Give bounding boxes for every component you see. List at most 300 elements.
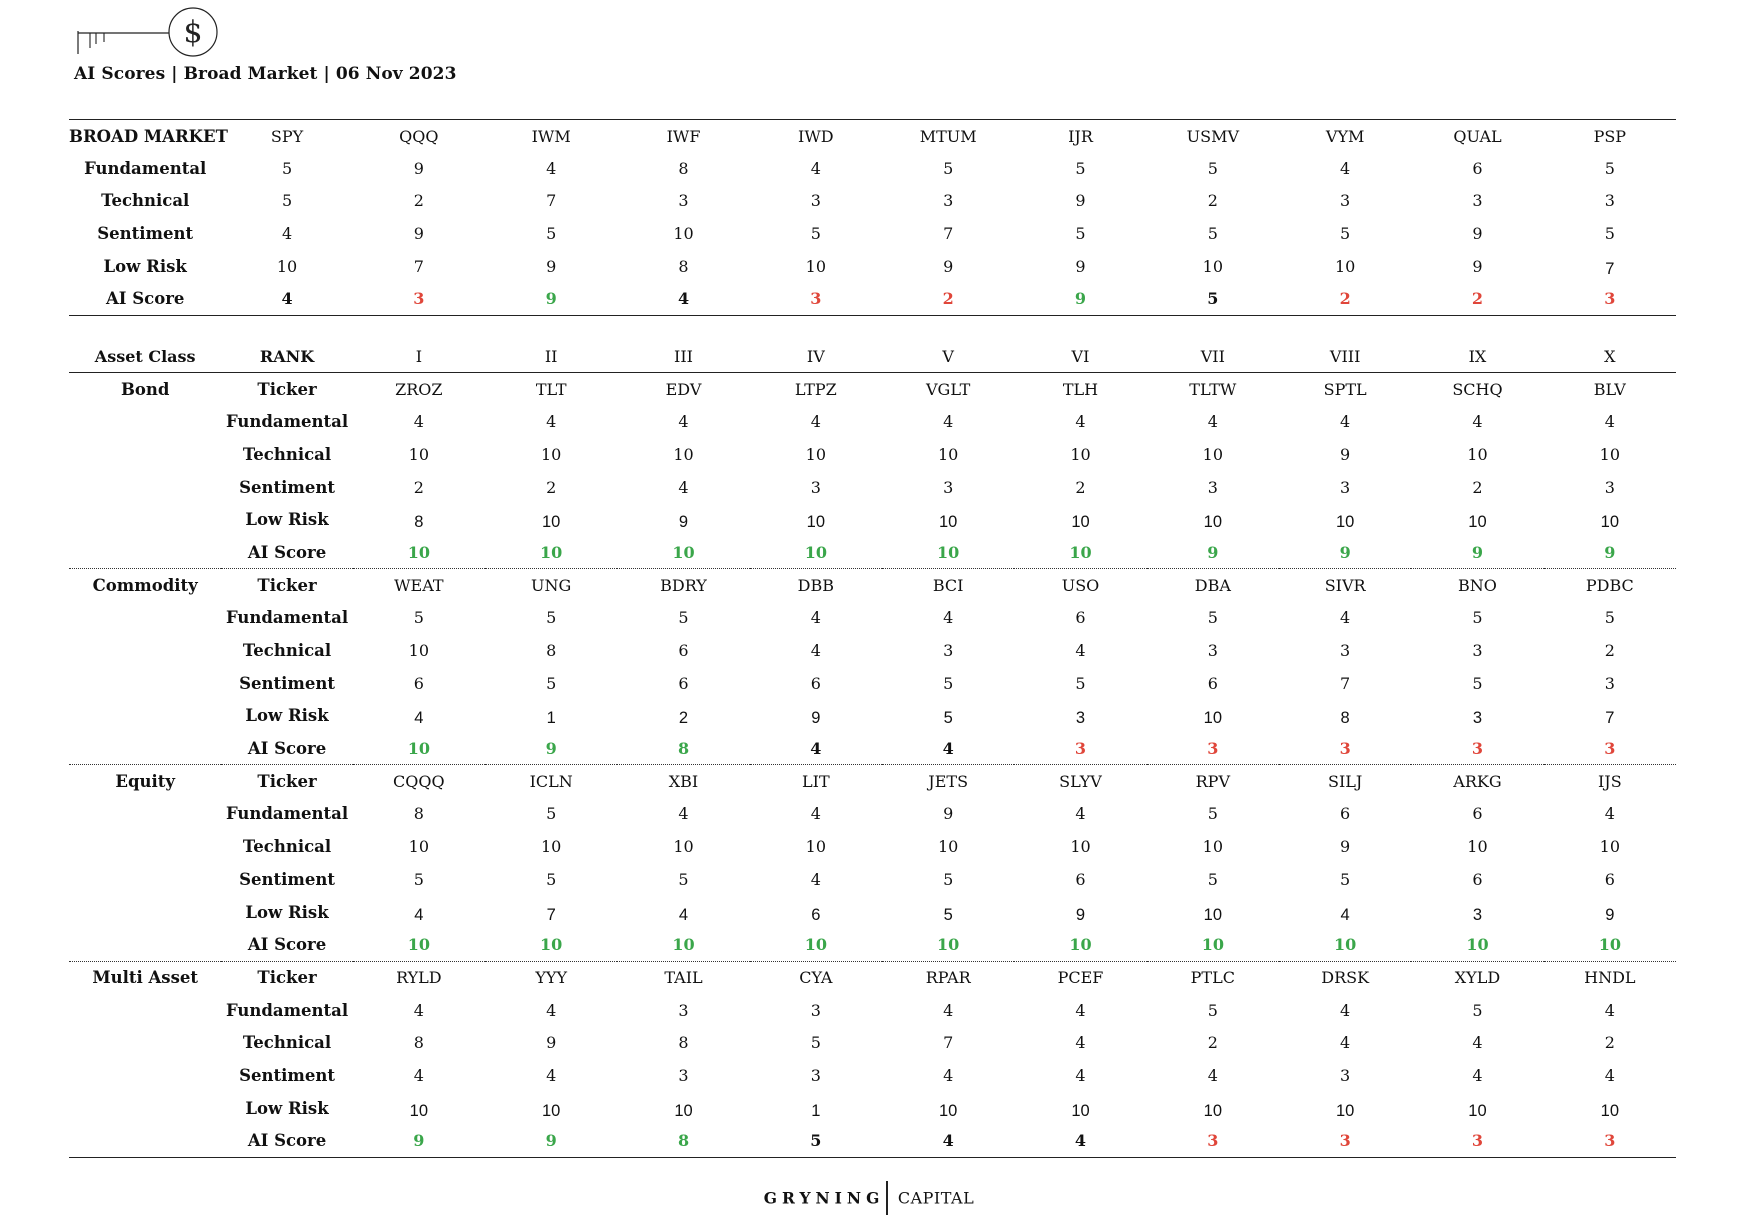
ai-score-cell: 9	[1339, 542, 1351, 562]
asset-class-spacer	[69, 700, 221, 733]
score-cell: 4	[678, 477, 689, 497]
row-label: Ticker	[257, 772, 317, 792]
score-cell: 5	[1207, 1000, 1218, 1020]
score-cell: 5	[1472, 608, 1483, 628]
ticker-cell: DBA	[1194, 575, 1231, 595]
score-cell: 5	[1207, 224, 1218, 244]
asset-class-spacer	[69, 1092, 221, 1125]
score-cell: 10	[805, 256, 827, 276]
metric-row	[69, 1092, 1676, 1125]
metric-row	[69, 503, 1676, 536]
score-cell: 4	[810, 641, 821, 661]
score-cell: 10	[938, 1101, 958, 1120]
ticker-cell: BCI	[932, 575, 964, 595]
ticker-cell: BLV	[1593, 379, 1626, 399]
score-cell: 4	[678, 905, 689, 924]
row-label: Sentiment	[97, 224, 194, 244]
asset-class-name: Commodity	[92, 575, 198, 595]
ticker-cell: LTPZ	[794, 379, 837, 399]
score-cell: 5	[1075, 158, 1086, 178]
score-cell: 3	[1075, 709, 1086, 728]
ticker-cell: ARKG	[1453, 772, 1502, 792]
ticker-cell: RYLD	[396, 968, 442, 988]
broad-market-row	[69, 185, 1676, 218]
score-cell: 3	[943, 641, 954, 661]
ticker-row	[69, 961, 1676, 994]
score-cell: 10	[673, 444, 694, 464]
score-cell: 3	[1604, 477, 1615, 497]
score-cell: 10	[806, 513, 826, 532]
score-cell: 6	[810, 673, 821, 693]
asset-class-spacer	[69, 438, 221, 471]
score-cell: 10	[1071, 1101, 1090, 1120]
score-cell: 10	[674, 1101, 693, 1120]
dollar-key-logo-icon	[76, 6, 226, 62]
metric-row	[69, 1059, 1676, 1092]
score-cell: 6	[1207, 673, 1218, 693]
ticker-cell: SCHQ	[1452, 379, 1503, 399]
ticker-cell: SIVR	[1324, 575, 1366, 595]
ai-score-cell: 10	[540, 542, 563, 562]
score-cell: 4	[1340, 1000, 1351, 1020]
ai-score-cell: 3	[1207, 1131, 1219, 1151]
score-cell: 7	[1605, 259, 1615, 278]
row-label: AI Score	[247, 1131, 327, 1151]
ai-score-cell: 3	[1471, 1131, 1484, 1151]
score-cell: 8	[678, 256, 689, 276]
ai-score-cell: 9	[1604, 542, 1616, 562]
score-cell: 5	[413, 869, 424, 889]
ticker-header: IJR	[1068, 126, 1093, 146]
ticker-cell: WEAT	[394, 575, 444, 595]
ai-score-cell: 10	[1598, 934, 1621, 954]
rank-header-row	[69, 340, 1676, 373]
score-cell: 7	[546, 905, 556, 924]
score-cell: 2	[1207, 191, 1218, 211]
score-cell: 10	[276, 256, 298, 276]
row-label: Sentiment	[239, 1065, 335, 1085]
ai-score-cell: 8	[677, 1131, 690, 1151]
row-label: Sentiment	[239, 477, 335, 497]
metric-row	[69, 830, 1676, 863]
ticker-cell: TAIL	[664, 968, 703, 988]
broad-market-row	[69, 152, 1676, 185]
ai-score-cell: 10	[937, 542, 960, 562]
row-label: Low Risk	[245, 510, 329, 530]
rank-column-header: VI	[1071, 346, 1090, 366]
score-cell: 4	[943, 1000, 954, 1020]
score-cell: 9	[811, 709, 821, 728]
score-cell: 5	[943, 158, 954, 178]
asset-class-spacer	[69, 1125, 221, 1158]
ai-score-cell: 10	[804, 934, 827, 954]
ai-score-cell: 4	[942, 1131, 954, 1151]
broad-market-row	[69, 282, 1676, 315]
score-cell: 4	[414, 905, 424, 924]
ai-score-cell: 9	[1471, 542, 1484, 562]
score-cell: 10	[1203, 905, 1222, 924]
row-label: Technical	[242, 444, 332, 464]
score-cell: 9	[678, 513, 689, 532]
ai-score-cell: 4	[810, 738, 822, 758]
score-cell: 10	[1335, 513, 1355, 532]
asset-class-spacer	[69, 602, 221, 635]
score-cell: 8	[1340, 709, 1350, 728]
score-cell: 6	[1075, 869, 1086, 889]
ai-score-cell: 9	[545, 1131, 557, 1151]
row-label: AI Score	[247, 542, 327, 562]
score-cell: 3	[678, 1065, 689, 1085]
ticker-row	[69, 569, 1676, 602]
score-cell: 9	[943, 256, 954, 276]
ticker-cell: RPAR	[925, 968, 971, 988]
ai-score-cell: 10	[1201, 934, 1224, 954]
score-cell: 10	[1335, 1101, 1355, 1120]
score-cell: 10	[1202, 256, 1223, 276]
ai-score-cell: 3	[1339, 1131, 1351, 1151]
score-cell: 10	[937, 837, 959, 857]
score-cell: 9	[943, 804, 954, 824]
row-label: Sentiment	[239, 869, 335, 889]
score-cell: 4	[943, 1065, 954, 1085]
score-cell: 10	[541, 837, 562, 857]
ticker-cell: XBI	[668, 772, 699, 792]
ticker-header: IWM	[531, 126, 571, 146]
footer-brand	[0, 1181, 1738, 1215]
score-cell: 5	[810, 1033, 821, 1053]
score-cell: 2	[413, 191, 424, 211]
broad-market-table	[69, 119, 1676, 316]
broad-market-header-row	[69, 120, 1676, 153]
metric-row	[69, 471, 1676, 504]
row-label: Ticker	[257, 379, 317, 399]
asset-class-table	[69, 340, 1676, 1158]
score-cell: 5	[1472, 1000, 1483, 1020]
score-cell: 5	[281, 191, 293, 211]
ticker-cell: TLTW	[1189, 379, 1237, 399]
ai-score-cell: 3	[1074, 738, 1087, 758]
score-cell: 10	[1070, 444, 1091, 464]
ticker-row	[69, 765, 1676, 798]
ai-score-cell: 5	[1207, 289, 1219, 309]
ticker-cell: SPTL	[1323, 379, 1367, 399]
score-cell: 4	[413, 1000, 424, 1020]
ticker-header: IWF	[666, 126, 701, 146]
row-label: Fundamental	[225, 608, 349, 628]
score-cell: 3	[1340, 641, 1351, 661]
score-cell: 8	[678, 1033, 689, 1053]
score-cell: 4	[810, 869, 821, 889]
score-cell: 9	[546, 1033, 557, 1053]
ai-score-cell: 10	[1466, 934, 1489, 954]
asset-class-spacer	[69, 928, 221, 961]
score-cell: 7	[1605, 709, 1615, 728]
score-cell: 4	[810, 804, 821, 824]
metric-row	[69, 438, 1676, 471]
score-cell: 9	[1472, 224, 1483, 244]
score-cell: 5	[546, 673, 557, 693]
metric-row	[69, 1125, 1676, 1158]
asset-class-spacer	[69, 732, 221, 765]
asset-class-spacer	[69, 405, 221, 438]
score-cell: 4	[1340, 1033, 1351, 1053]
score-cell: 4	[678, 412, 689, 432]
ai-score-cell: 9	[545, 289, 557, 309]
score-cell: 7	[546, 191, 557, 211]
ticker-cell: CYA	[799, 968, 833, 988]
score-cell: 4	[414, 709, 424, 728]
score-cell: 5	[1207, 158, 1218, 178]
score-cell: 6	[811, 905, 821, 924]
score-cell: 4	[1340, 412, 1351, 432]
score-cell: 3	[810, 1065, 821, 1085]
score-cell: 4	[1075, 641, 1086, 661]
rank-column-header: I	[415, 346, 423, 366]
score-cell: 4	[546, 1000, 557, 1020]
score-cell: 5	[943, 709, 953, 728]
score-cell: 10	[1599, 837, 1620, 857]
score-cell: 6	[1472, 804, 1483, 824]
score-cell: 8	[413, 804, 424, 824]
score-cell: 3	[1472, 641, 1483, 661]
score-cell: 9	[546, 256, 557, 276]
row-label: Low Risk	[245, 1098, 329, 1118]
score-cell: 3	[810, 191, 821, 211]
asset-class-spacer	[69, 536, 221, 569]
ticker-cell: EDV	[665, 379, 702, 399]
metric-row	[69, 994, 1676, 1027]
score-cell: 6	[413, 673, 424, 693]
score-cell: 2	[1075, 477, 1086, 497]
score-cell: 3	[678, 191, 689, 211]
score-cell: 5	[546, 224, 557, 244]
row-label: Technical	[242, 837, 332, 857]
score-cell: 4	[413, 412, 424, 432]
score-cell: 5	[281, 158, 293, 178]
score-cell: 10	[408, 444, 430, 464]
row-label: Technical	[101, 191, 190, 211]
asset-class-spacer	[69, 896, 221, 929]
score-cell: 10	[1202, 444, 1223, 464]
metric-row	[69, 1026, 1676, 1059]
score-cell: 7	[1340, 673, 1351, 693]
ai-score-cell: 3	[413, 289, 425, 309]
score-cell: 9	[413, 158, 424, 178]
score-cell: 4	[1604, 804, 1615, 824]
ticker-header: IWD	[798, 126, 834, 146]
score-cell: 10	[1467, 837, 1488, 857]
metric-row	[69, 536, 1676, 569]
score-cell: 5	[1075, 673, 1086, 693]
ai-score-cell: 2	[1339, 289, 1351, 309]
ai-score-cell: 3	[810, 289, 822, 309]
ai-score-cell: 10	[540, 934, 563, 954]
score-cell: 4	[281, 224, 293, 244]
row-label: AI Score	[105, 289, 185, 309]
ai-score-cell: 9	[1207, 542, 1219, 562]
score-cell: 9	[1340, 837, 1351, 857]
svg-text:$: $	[183, 15, 203, 50]
score-cell: 3	[1472, 905, 1483, 924]
score-cell: 4	[1604, 412, 1615, 432]
score-cell: 9	[1075, 905, 1086, 924]
asset-class-spacer	[69, 1026, 221, 1059]
score-cell: 7	[413, 256, 424, 276]
ai-score-cell: 3	[1604, 289, 1616, 309]
score-cell: 7	[943, 1033, 954, 1053]
row-label: Ticker	[257, 968, 317, 988]
ai-score-cell: 4	[677, 289, 690, 309]
ai-score-cell: 2	[1471, 289, 1484, 309]
ticker-header: SPY	[270, 126, 304, 146]
score-cell: 5	[678, 869, 689, 889]
ticker-cell: TLT	[535, 379, 567, 399]
score-cell: 7	[943, 224, 954, 244]
ai-score-cell: 10	[937, 934, 960, 954]
asset-class-spacer	[69, 503, 221, 536]
score-cell: 4	[943, 608, 954, 628]
ticker-cell: DBB	[797, 575, 834, 595]
asset-class-spacer	[69, 634, 221, 667]
score-cell: 10	[1599, 444, 1620, 464]
score-cell: 10	[1334, 256, 1356, 276]
score-cell: 10	[805, 837, 827, 857]
ticker-cell: USO	[1061, 575, 1100, 595]
metric-row	[69, 798, 1676, 831]
score-cell: 5	[546, 804, 557, 824]
score-cell: 10	[542, 1101, 561, 1120]
metric-row	[69, 667, 1676, 700]
ai-score-cell: 8	[677, 738, 690, 758]
score-cell: 5	[943, 869, 954, 889]
row-label: AI Score	[247, 934, 327, 954]
row-label: Fundamental	[225, 412, 349, 432]
row-label: Technical	[242, 641, 332, 661]
score-cell: 3	[1207, 641, 1218, 661]
asset-class-name: Equity	[115, 772, 175, 792]
score-cell: 4	[810, 608, 821, 628]
asset-class-spacer	[69, 667, 221, 700]
ai-score-cell: 3	[1604, 738, 1616, 758]
footer-brand-right: CAPITAL	[897, 1188, 975, 1208]
score-cell: 9	[413, 224, 424, 244]
score-cell: 10	[541, 444, 562, 464]
score-cell: 5	[546, 869, 557, 889]
score-cell: 4	[1604, 1000, 1615, 1020]
score-cell: 2	[1472, 477, 1483, 497]
score-cell: 10	[408, 641, 430, 661]
ai-score-cell: 10	[672, 934, 695, 954]
score-cell: 4	[810, 158, 821, 178]
score-cell: 3	[810, 1000, 821, 1020]
score-cell: 4	[413, 1065, 424, 1085]
asset-class-spacer	[69, 1059, 221, 1092]
score-cell: 5	[1207, 869, 1218, 889]
ticker-cell: ICLN	[529, 772, 573, 792]
score-cell: 4	[1604, 1065, 1615, 1085]
score-cell: 4	[1207, 412, 1218, 432]
score-cell: 10	[937, 444, 959, 464]
score-cell: 6	[678, 673, 689, 693]
metric-row	[69, 700, 1676, 733]
score-cell: 4	[1075, 1065, 1086, 1085]
score-cell: 6	[678, 641, 689, 661]
score-cell: 5	[1340, 869, 1351, 889]
rank-column-header: II	[544, 346, 558, 366]
score-cell: 10	[805, 444, 827, 464]
ai-score-cell: 3	[1604, 1131, 1616, 1151]
report-subtitle: AI Scores | Broad Market | 06 Nov 2023	[74, 64, 457, 84]
ai-score-cell: 9	[545, 738, 557, 758]
score-cell: 4	[1075, 1033, 1086, 1053]
score-cell: 10	[673, 224, 694, 244]
row-label: Low Risk	[245, 902, 329, 922]
score-cell: 10	[1203, 709, 1222, 728]
score-cell: 3	[1472, 191, 1483, 211]
footer-brand-left: GRYNING	[763, 1188, 885, 1208]
ai-score-cell: 10	[407, 738, 430, 758]
score-cell: 5	[1604, 608, 1615, 628]
row-label: Low Risk	[245, 706, 329, 726]
ticker-cell: HNDL	[1584, 968, 1636, 988]
score-cell: 2	[1604, 641, 1615, 661]
asset-class-header: Asset Class	[94, 346, 196, 366]
row-label: Low Risk	[103, 256, 187, 276]
score-cell: 4	[1075, 804, 1086, 824]
score-cell: 10	[542, 513, 561, 532]
rank-header: RANK	[259, 346, 315, 366]
ai-score-cell: 3	[1339, 738, 1351, 758]
score-cell: 3	[1340, 191, 1351, 211]
score-cell: 5	[943, 905, 953, 924]
score-cell: 10	[408, 837, 430, 857]
score-cell: 8	[413, 1033, 424, 1053]
score-cell: 4	[1472, 412, 1483, 432]
ticker-cell: SILJ	[1327, 772, 1363, 792]
ticker-cell: UNG	[531, 575, 572, 595]
ai-score-cell: 3	[1207, 738, 1219, 758]
score-cell: 4	[1472, 1065, 1483, 1085]
score-cell: 10	[409, 1101, 429, 1120]
score-cell: 10	[673, 837, 694, 857]
score-cell: 5	[1340, 224, 1351, 244]
score-cell: 10	[1070, 837, 1091, 857]
score-cell: 10	[1202, 837, 1223, 857]
score-cell: 3	[1340, 477, 1351, 497]
score-cell: 8	[546, 641, 557, 661]
score-cell: 5	[1604, 224, 1615, 244]
ticker-header: VYM	[1325, 126, 1365, 146]
score-cell: 2	[413, 477, 424, 497]
ticker-cell: SLYV	[1059, 772, 1102, 792]
row-label: Fundamental	[225, 804, 349, 824]
score-cell: 1	[546, 709, 556, 728]
row-label: Fundamental	[84, 158, 207, 178]
rank-column-header: VII	[1200, 346, 1225, 366]
ticker-cell: ZROZ	[395, 379, 443, 399]
ticker-cell: LIT	[802, 772, 830, 792]
ticker-header: PSP	[1593, 126, 1627, 146]
score-cell: 5	[546, 608, 557, 628]
score-cell: 6	[1472, 158, 1483, 178]
ai-score-cell: 9	[413, 1131, 425, 1151]
ai-score-cell: 10	[407, 542, 430, 562]
ai-score-cell: 10	[1069, 542, 1092, 562]
score-cell: 3	[943, 477, 954, 497]
ai-score-cell: 4	[1074, 1131, 1087, 1151]
score-cell: 9	[1075, 191, 1086, 211]
asset-class-name: Bond	[120, 379, 170, 399]
